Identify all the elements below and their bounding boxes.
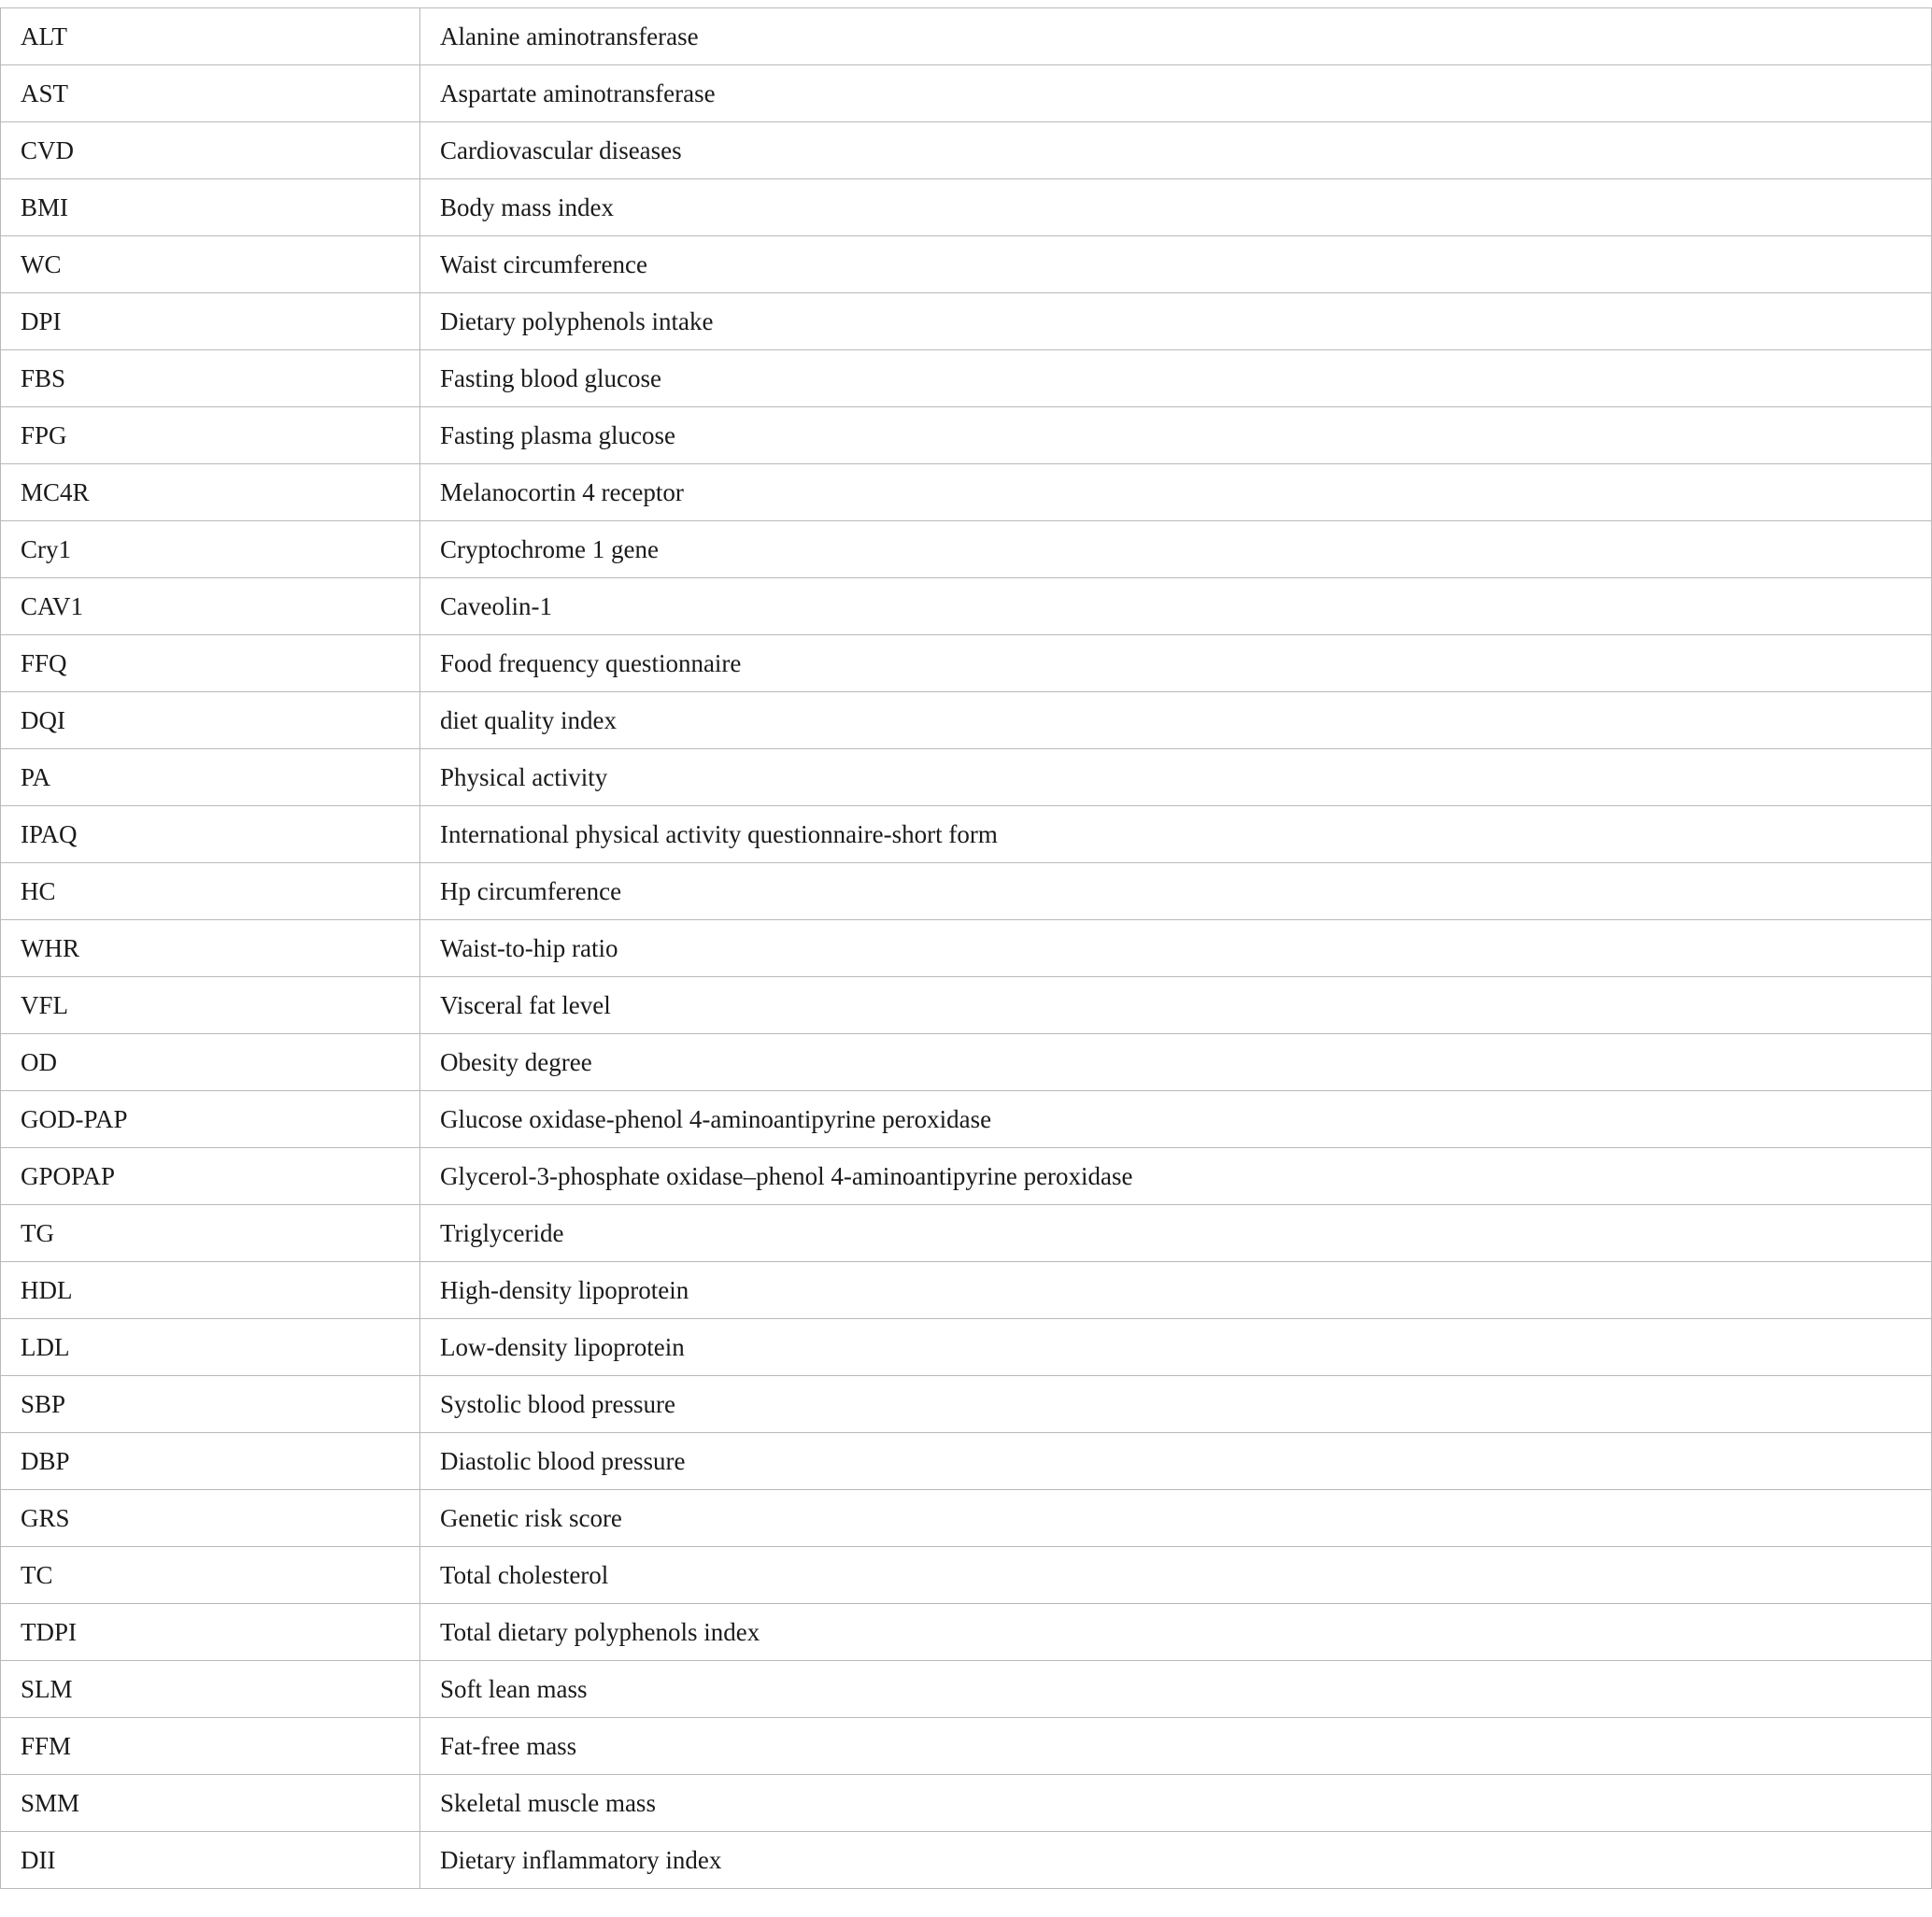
definition-cell: Low-density lipoprotein (420, 1319, 1932, 1376)
definition-cell: Glucose oxidase-phenol 4-aminoantipyrine peroxidase (420, 1091, 1932, 1148)
abbreviation-cell: FFQ (1, 635, 420, 692)
abbreviation-cell: PA (1, 749, 420, 806)
table-row (1, 1661, 1932, 1718)
definition-cell: Alanine aminotransferase (420, 8, 1932, 65)
table-row (1, 1319, 1932, 1376)
table-row (1, 1091, 1932, 1148)
table-row (1, 1604, 1932, 1661)
table-row (1, 1376, 1932, 1433)
definition-cell: Melanocortin 4 receptor (420, 464, 1932, 521)
abbreviation-cell: GRS (1, 1490, 420, 1547)
definition-cell: High-density lipoprotein (420, 1262, 1932, 1319)
definition-cell: Cardiovascular diseases (420, 122, 1932, 179)
definition-cell: Fat-free mass (420, 1718, 1932, 1775)
abbreviation-cell: IPAQ (1, 806, 420, 863)
table-row (1, 293, 1932, 350)
abbreviation-cell: ALT (1, 8, 420, 65)
table-row (1, 8, 1932, 65)
definition-cell: International physical activity questionnaire-short form (420, 806, 1932, 863)
abbreviation-cell: DII (1, 1832, 420, 1889)
abbreviation-cell: SBP (1, 1376, 420, 1433)
abbreviation-cell: Cry1 (1, 521, 420, 578)
table-row (1, 635, 1932, 692)
definition-cell: Waist-to-hip ratio (420, 920, 1932, 977)
table-row (1, 521, 1932, 578)
table-row (1, 578, 1932, 635)
definition-cell: Fasting blood glucose (420, 350, 1932, 407)
abbreviation-cell: TG (1, 1205, 420, 1262)
table-row (1, 692, 1932, 749)
table-row (1, 977, 1932, 1034)
definition-cell: Body mass index (420, 179, 1932, 236)
abbreviation-cell: VFL (1, 977, 420, 1034)
abbreviation-cell: FBS (1, 350, 420, 407)
abbreviation-cell: DPI (1, 293, 420, 350)
table-row (1, 749, 1932, 806)
abbreviation-cell: LDL (1, 1319, 420, 1376)
table-row (1, 122, 1932, 179)
definition-cell: Skeletal muscle mass (420, 1775, 1932, 1832)
table-row (1, 179, 1932, 236)
table-row (1, 236, 1932, 293)
abbreviation-cell: CAV1 (1, 578, 420, 635)
table-row (1, 1148, 1932, 1205)
abbreviations-table-body (1, 8, 1932, 1889)
table-row (1, 1775, 1932, 1832)
table-row (1, 1490, 1932, 1547)
abbreviation-cell: MC4R (1, 464, 420, 521)
definition-cell: Glycerol-3-phosphate oxidase–phenol 4-aminoantipyrine peroxidase (420, 1148, 1932, 1205)
abbreviation-cell: FPG (1, 407, 420, 464)
definition-cell: Total dietary polyphenols index (420, 1604, 1932, 1661)
abbreviation-cell: HC (1, 863, 420, 920)
definition-cell: Caveolin-1 (420, 578, 1932, 635)
table-row (1, 350, 1932, 407)
table-row (1, 1832, 1932, 1889)
definition-cell: Triglyceride (420, 1205, 1932, 1262)
abbreviation-cell: WHR (1, 920, 420, 977)
definition-cell: Fasting plasma glucose (420, 407, 1932, 464)
table-row (1, 1205, 1932, 1262)
table-row (1, 464, 1932, 521)
definition-cell: Diastolic blood pressure (420, 1433, 1932, 1490)
table-row (1, 1262, 1932, 1319)
abbreviation-cell: OD (1, 1034, 420, 1091)
abbreviation-cell: SLM (1, 1661, 420, 1718)
abbreviations-table (0, 7, 1932, 1889)
definition-cell: Visceral fat level (420, 977, 1932, 1034)
abbreviation-cell: GOD-PAP (1, 1091, 420, 1148)
table-row (1, 920, 1932, 977)
abbreviation-cell: GPOPAP (1, 1148, 420, 1205)
definition-cell: diet quality index (420, 692, 1932, 749)
definition-cell: Hp circumference (420, 863, 1932, 920)
definition-cell: Systolic blood pressure (420, 1376, 1932, 1433)
definition-cell: Waist circumference (420, 236, 1932, 293)
table-row (1, 806, 1932, 863)
abbreviation-cell: WC (1, 236, 420, 293)
definition-cell: Genetic risk score (420, 1490, 1932, 1547)
definition-cell: Soft lean mass (420, 1661, 1932, 1718)
definition-cell: Dietary polyphenols intake (420, 293, 1932, 350)
table-row (1, 1547, 1932, 1604)
abbreviation-cell: DBP (1, 1433, 420, 1490)
table-row (1, 1718, 1932, 1775)
definition-cell: Aspartate aminotransferase (420, 65, 1932, 122)
abbreviation-cell: HDL (1, 1262, 420, 1319)
table-row (1, 863, 1932, 920)
abbreviation-cell: TDPI (1, 1604, 420, 1661)
abbreviation-cell: SMM (1, 1775, 420, 1832)
definition-cell: Physical activity (420, 749, 1932, 806)
table-row (1, 1034, 1932, 1091)
abbreviation-cell: BMI (1, 179, 420, 236)
definition-cell: Obesity degree (420, 1034, 1932, 1091)
definition-cell: Dietary inflammatory index (420, 1832, 1932, 1889)
table-row (1, 407, 1932, 464)
definition-cell: Food frequency questionnaire (420, 635, 1932, 692)
definition-cell: Total cholesterol (420, 1547, 1932, 1604)
abbreviation-cell: FFM (1, 1718, 420, 1775)
abbreviation-cell: AST (1, 65, 420, 122)
definition-cell: Cryptochrome 1 gene (420, 521, 1932, 578)
table-row (1, 65, 1932, 122)
abbreviation-cell: CVD (1, 122, 420, 179)
abbreviation-cell: TC (1, 1547, 420, 1604)
abbreviation-cell: DQI (1, 692, 420, 749)
table-row (1, 1433, 1932, 1490)
